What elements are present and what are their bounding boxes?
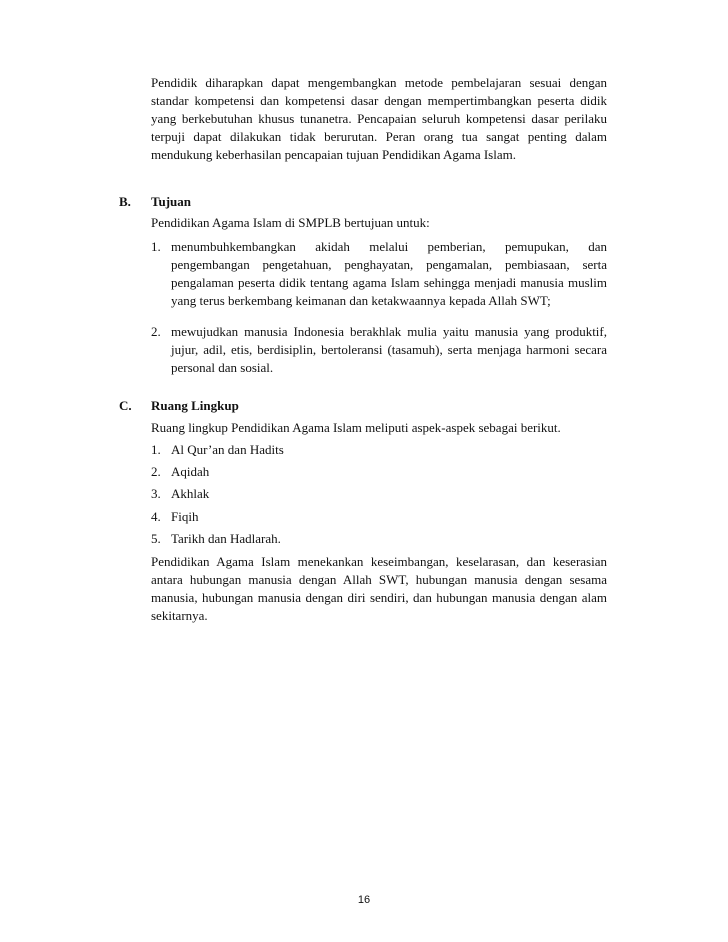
section-b-letter: B.	[119, 194, 131, 209]
section-c-closing: Pendidikan Agama Islam menekankan keseimbangan, keselarasan, dan keserasian antara hubungan manusia dengan Allah SWT, hubungan manusia dengan sesama manusia, hubungan manusia dengan diri sendiri, dan hubungan manusia dengan alam sekitarnya.	[151, 554, 607, 623]
section-b-title: Tujuan	[151, 194, 191, 209]
list-item-number: 1.	[151, 239, 161, 254]
list-item-text: Tarikh dan Hadlarah.	[171, 531, 281, 546]
list-item	[151, 463, 209, 481]
list-item-number: 1.	[151, 442, 161, 457]
list-item-text: menumbuhkembangkan akidah melalui pemberian, pemupukan, dan pengembangan pengetahuan, penghayatan, pengamalan, pembiasaan, serta pengalaman peserta didik tentang agama Islam sehingga menjadi manusia muslim yang terus berkembang keimanan dan ketakwaannya kepada Allah SWT;	[171, 239, 607, 308]
list-item-number: 3.	[151, 486, 161, 501]
list-item	[151, 508, 198, 526]
section-b-heading	[119, 193, 191, 211]
section-c-heading	[119, 397, 239, 415]
list-item	[151, 485, 209, 503]
list-item-number: 5.	[151, 531, 161, 546]
list-item-number: 2.	[151, 464, 161, 479]
section-c-title: Ruang Lingkup	[151, 398, 239, 413]
list-item	[151, 441, 284, 459]
list-item	[151, 530, 281, 548]
list-item-text: Akhlak	[171, 486, 210, 501]
list-item-text: mewujudkan manusia Indonesia berakhlak mulia yaitu manusia yang produktif, jujur, adil, etis, berdisiplin, bertoleransi (tasamuh), serta menjaga harmoni secara personal dan sosial.	[171, 324, 607, 375]
list-item-text: Al Qur’an dan Hadits	[171, 442, 284, 457]
list-item-text: Aqidah	[171, 464, 210, 479]
list-item-text: Fiqih	[171, 509, 199, 524]
page-number: 16	[357, 894, 371, 906]
intro-paragraph: Pendidik diharapkan dapat mengembangkan metode pembelajaran sesuai dengan standar kompetensi dan kompetensi dasar dengan mempertimbangkan peserta didik yang berkebutuhan khusus tunanetra. Pencapaian seluruh kompetensi dasar perilaku terpuji dapat dilakukan tidak berurutan. Peran orang tua sangat penting dalam mendukung keberhasilan pencapaian tujuan Pendidikan Agama Islam.	[151, 75, 607, 162]
section-c-letter: C.	[119, 398, 132, 413]
section-b-lead: Pendidikan Agama Islam di SMPLB bertujuan untuk:	[151, 215, 430, 230]
list-item-number: 4.	[151, 509, 161, 524]
list-item-number: 2.	[151, 324, 161, 339]
section-c-lead: Ruang lingkup Pendidikan Agama Islam meliputi aspek-aspek sebagai berikut.	[151, 420, 561, 435]
